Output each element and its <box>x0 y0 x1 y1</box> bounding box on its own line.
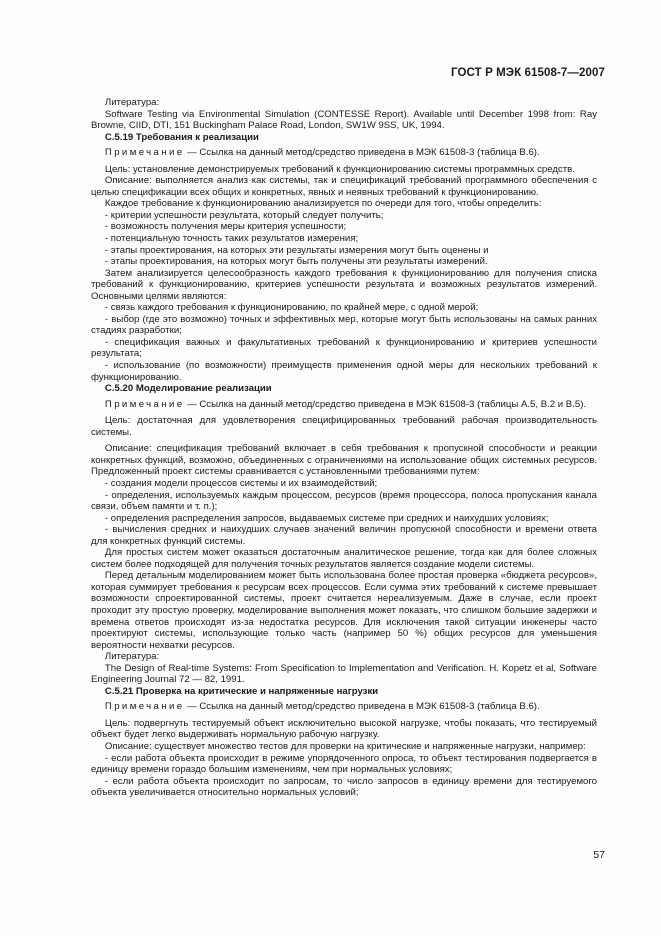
list-item: - если работа объекта происходит по запросам, то число запросов в единицу времени для тестируемого объекта увеличивается относительно нормальных условий; <box>91 775 597 799</box>
description-c519: Описание: выполняется анализ как системы, так и спецификаций требований программного обеспечения с целью спецификации всех общих и конкретных, явных и неявных требований к функционированию. <box>91 175 597 198</box>
note-c519 <box>91 147 597 159</box>
list-item: - определения, используемых каждым процессом, ресурсов (время процессора, полоса пропускания канала связи, объем памяти и т. п.); <box>91 489 597 513</box>
list-item: - этапы проектирования, на которых эти результаты измерения могут быть оценены и <box>104 244 489 256</box>
list-item: - связь каждого требования к функционированию, по крайней мере, с одной мерой; <box>104 302 479 314</box>
page-number: 57 <box>593 849 605 861</box>
literature-label: Литература: <box>104 97 160 108</box>
section-heading-c521: С.5.21 Проверка на критические и напряженные нагрузки <box>104 685 379 697</box>
note-label: Примечание <box>104 701 185 713</box>
literature-text: Software Testing via Environmental Simulation (CONTESSE Report). Available until December 1998 from: Ray Browne, CIID, DTI, 151 Buckingham Palace Road, London, SW1W 9SS, UK, 1994. <box>91 108 597 132</box>
literature-label: Литература: <box>104 651 160 663</box>
list-item: - спецификация важных и факультативных требований к функционированию и критериев успешности результата; <box>91 336 597 360</box>
list-item: - потенциальную точность таких результатов измерения; <box>104 233 359 245</box>
list-item: - использование (по возможности) преимуществ применения одной меры для нескольких требований к функционированию. <box>91 360 597 383</box>
literature-text: The Design of Real-time Systems: From Specification to Implementation and Verification. H. Kopetz et al, Software Engineering Journal 72 — 82, 1991. <box>91 662 597 686</box>
note-c520 <box>91 399 597 411</box>
note-text: — Ссылка на данный метод/средство приведена в МЭК 61508-3 (таблица В.6). <box>184 147 540 159</box>
paragraph-resource-budget: Перед детальным моделированием может быть использована более простая проверка «бюджета ресурсов», которая суммирует требования к ресурсам всех процессов. Если сумма этих требований к системе превышает возможности спроектированной системы, проект считается нереализуемым. Даже в случае, если проект проходит эту простую проверку, моделирование выполнения может показать, что слишком большие задержки и времена ответов происходят из-за недостатка ресурсов. Для исключения такой ситуации инженеры часто проектируют системы, использующие только часть (например 50 %) общих ресурсов для уменьшения вероятности нехватки ресурсов. <box>91 570 597 651</box>
list-item: - выбор (где это возможно) точных и эффективных мер, которые могут быть использованы на самых ранних стадиях разработки; <box>91 313 597 337</box>
page-content <box>91 97 597 799</box>
note-text: — Ссылка на данный метод/средство приведена в МЭК 61508-3 (таблица В.6). <box>184 701 540 713</box>
note-label: Примечание <box>104 398 185 410</box>
note-text: — Ссылка на данный метод/средство приведена в МЭК 61508-3 (таблицы А.5, В.2 и В.5). <box>184 398 587 410</box>
goal-c520: Цель: достаточная для удовлетворения специфицированных требований рабочая производительность системы. <box>91 415 597 438</box>
list-item: - если работа объекта происходит в режиме упорядоченного опроса, то объект тестирования подвергается в единицу времени гораздо большим изменениям, чем при нормальных условиях; <box>91 752 597 776</box>
paragraph-analysis: Затем анализируется целесообразность каждого требования к функционированию для получения списка требований к функционированию, критериев успешности результата и возможных результатов измерений. Основными целями являются: <box>91 267 597 302</box>
list-item: - вычисления средних и наихудших случаев значений величин пропускной способности и времени ответа для конкретных функций системы. <box>91 524 597 547</box>
note-label: Примечание <box>104 147 185 159</box>
note-c521 <box>91 701 597 713</box>
goal-c519: Цель: установление демонстрируемых требований к функционированию системы программных средств. <box>104 163 575 175</box>
list-item: - определения распределения запросов, выдаваемых системе при средних и наихудших условиях; <box>104 512 549 524</box>
description-c521: Описание: существует множество тестов для проверки на критические и напряженные нагрузки, например: <box>104 740 586 752</box>
list-item: - возможность получения меры критерия успешности; <box>104 221 347 233</box>
list-item: - критерии успешности результата, который следует получить; <box>104 209 384 221</box>
list-item: - создания модели процессов системы и их взаимодействий; <box>104 477 378 489</box>
section-heading-c519: С.5.19 Требования к реализации <box>104 131 259 143</box>
paragraph-each-requirement: Каждое требование к функционированию анализируется по очереди для того, чтобы определить: <box>104 198 542 210</box>
page-header: ГОСТ Р МЭК 61508-7—2007 <box>451 67 605 79</box>
description-c520: Описание: спецификация требований включает в себя требования к пропускной способности и реакции конкретных функций, возможно, объединенных с ограничениями на использование общих системных ресурсов. Предложенный проект системы сравнивается с установленными требованиями путем: <box>91 443 597 478</box>
paragraph-simple-systems: Для простых систем может оказаться достаточным аналитическое решение, тогда как для более сложных систем более подходящей для получения точных результатов является создание модели системы. <box>91 547 597 570</box>
goal-c521: Цель: подвергнуть тестируемый объект исключительно высокой нагрузке, чтобы показать, что тестируемый объект будет легко выдерживать нормальную рабочую нагрузку. <box>91 717 597 741</box>
section-heading-c520: С.5.20 Моделирование реализации <box>104 383 272 395</box>
list-item: - этапы проектирования, на которых могут быть получены эти результаты измерений. <box>104 256 488 268</box>
